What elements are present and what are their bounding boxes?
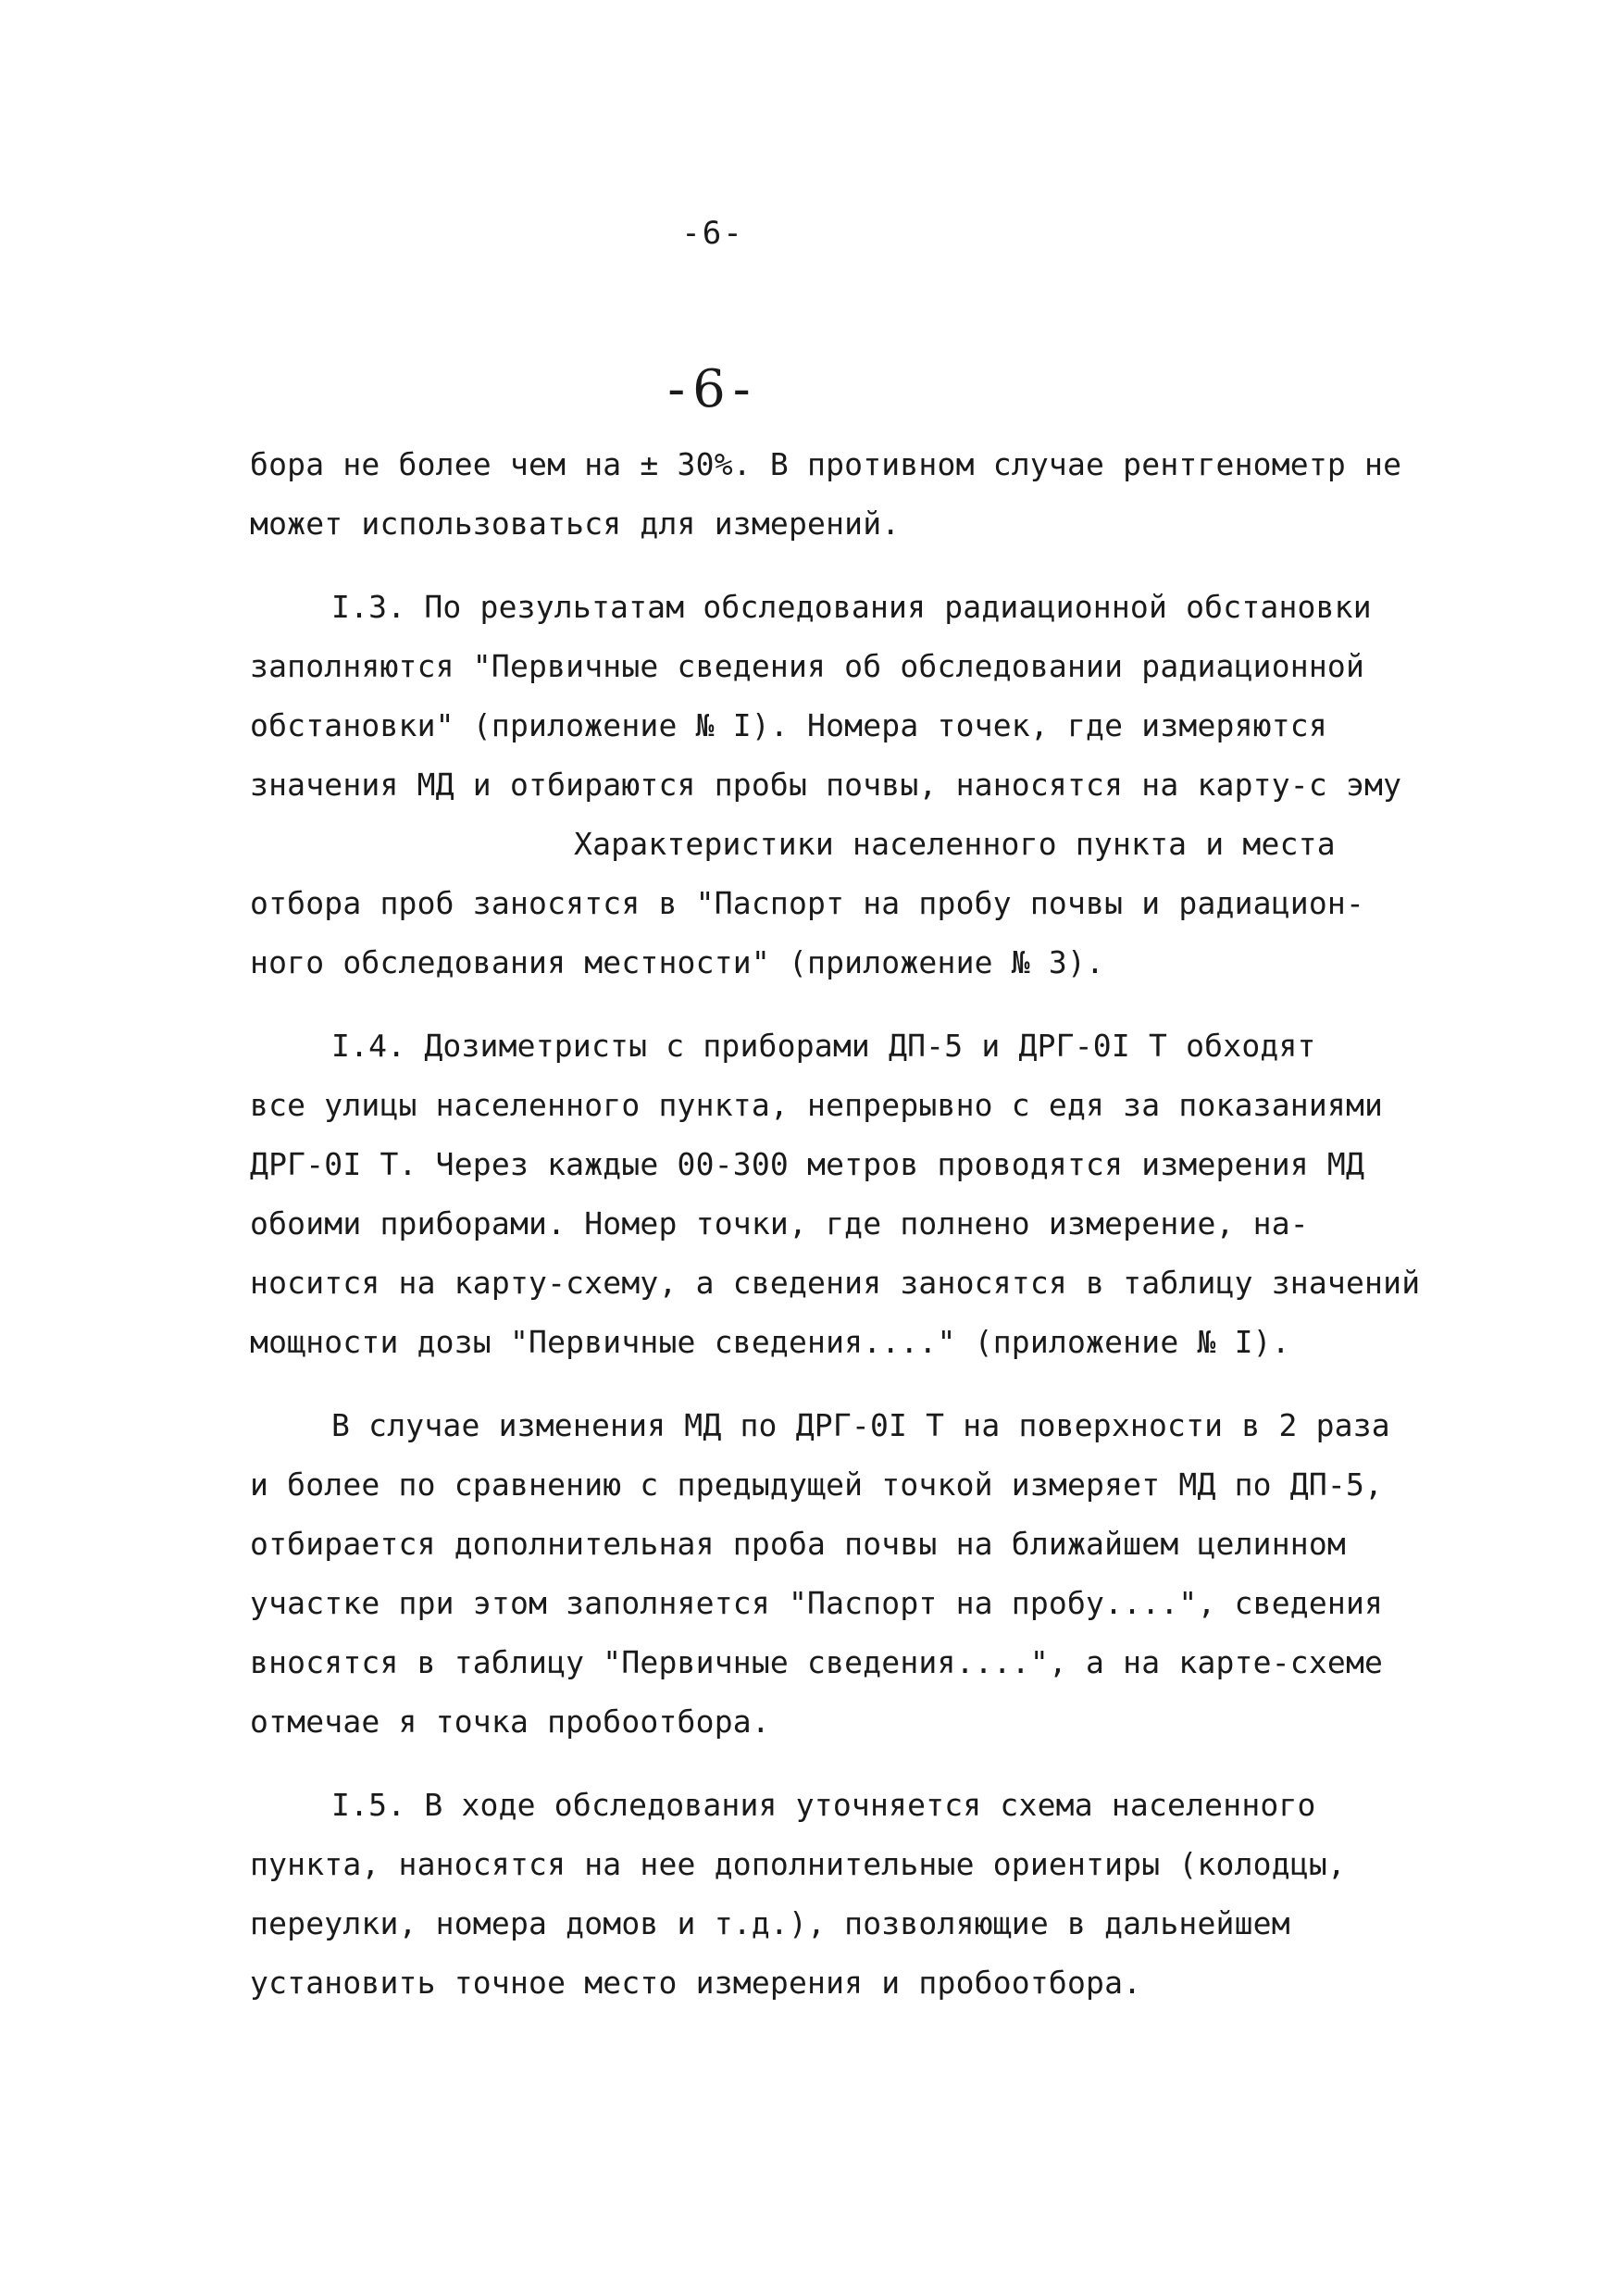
- text-line: может использоваться для измерений.: [250, 505, 901, 542]
- text-line: ДРГ-0I Т. Через каждые 00-300 метров проводятся измерения МД: [250, 1146, 1365, 1182]
- text-line: установить точное место измерения и пробоотбора.: [250, 1965, 1142, 2001]
- text-line: отбора проб заносятся в "Паспорт на пробу почвы и радиацион-: [250, 885, 1365, 921]
- text-line: бора не более чем на ± 30%. В противном случае рентгенометр не: [250, 446, 1402, 482]
- text-line: вносятся в таблицу "Первичные сведения....", а на карте-схеме: [250, 1644, 1384, 1680]
- text-line: ного обследования местности" (приложение № 3).: [250, 944, 1105, 980]
- text-line: все улицы населенного пункта, непрерывно с едя за показаниями: [250, 1087, 1384, 1123]
- text-line: Характеристики населенного пункта и места: [574, 826, 1336, 862]
- text-line: обстановки" (приложение № I). Номера точек, где измеряются: [250, 707, 1327, 743]
- text-line: мощности дозы "Первичные сведения...." (приложение № I).: [250, 1324, 1290, 1360]
- text-line: носится на карту-схему, а сведения заносятся в таблицу значений: [250, 1265, 1421, 1301]
- text-line: пункта, наносятся на нее дополнительные ориентиры (колодцы,: [250, 1846, 1346, 1882]
- text-line: значения МД и отбираются пробы почвы, наносятся на карту-с эму: [250, 767, 1402, 803]
- text-line: заполняются "Первичные сведения об обследовании радиационной: [250, 648, 1365, 684]
- text-line: отбирается дополнительная проба почвы на ближайшем целинном: [250, 1526, 1346, 1562]
- text-line: переулки, номера домов и т.д.), позволяющие в дальнейшем: [250, 1905, 1290, 1941]
- text-line: отмечае я точка пробоотбора.: [250, 1703, 770, 1740]
- document-body: [250, 435, 1421, 2013]
- page-number-header: -6-: [681, 215, 744, 252]
- page-number-handwritten: -6-: [667, 359, 758, 419]
- paragraph-1-3-first-line: I.3. По результатам обследования радиационной обстановки: [331, 589, 1372, 625]
- paragraph-case-first-line: В случае изменения МД по ДРГ-0I Т на поверхности в 2 раза: [331, 1407, 1390, 1443]
- text-line: обоими приборами. Номер точки, где полнено измерение, на-: [250, 1205, 1309, 1242]
- text-line: и более по сравнению с предыдущей точкой измеряет МД по ДП-5,: [250, 1466, 1384, 1503]
- paragraph-1-5-first-line: I.5. В ходе обследования уточняется схема населенного: [331, 1787, 1316, 1823]
- paragraph-1-4-first-line: I.4. Дозиметристы с приборами ДП-5 и ДРГ-0I Т обходят: [331, 1028, 1316, 1064]
- text-line: участке при этом заполняется "Паспорт на пробу....", сведения: [250, 1585, 1384, 1621]
